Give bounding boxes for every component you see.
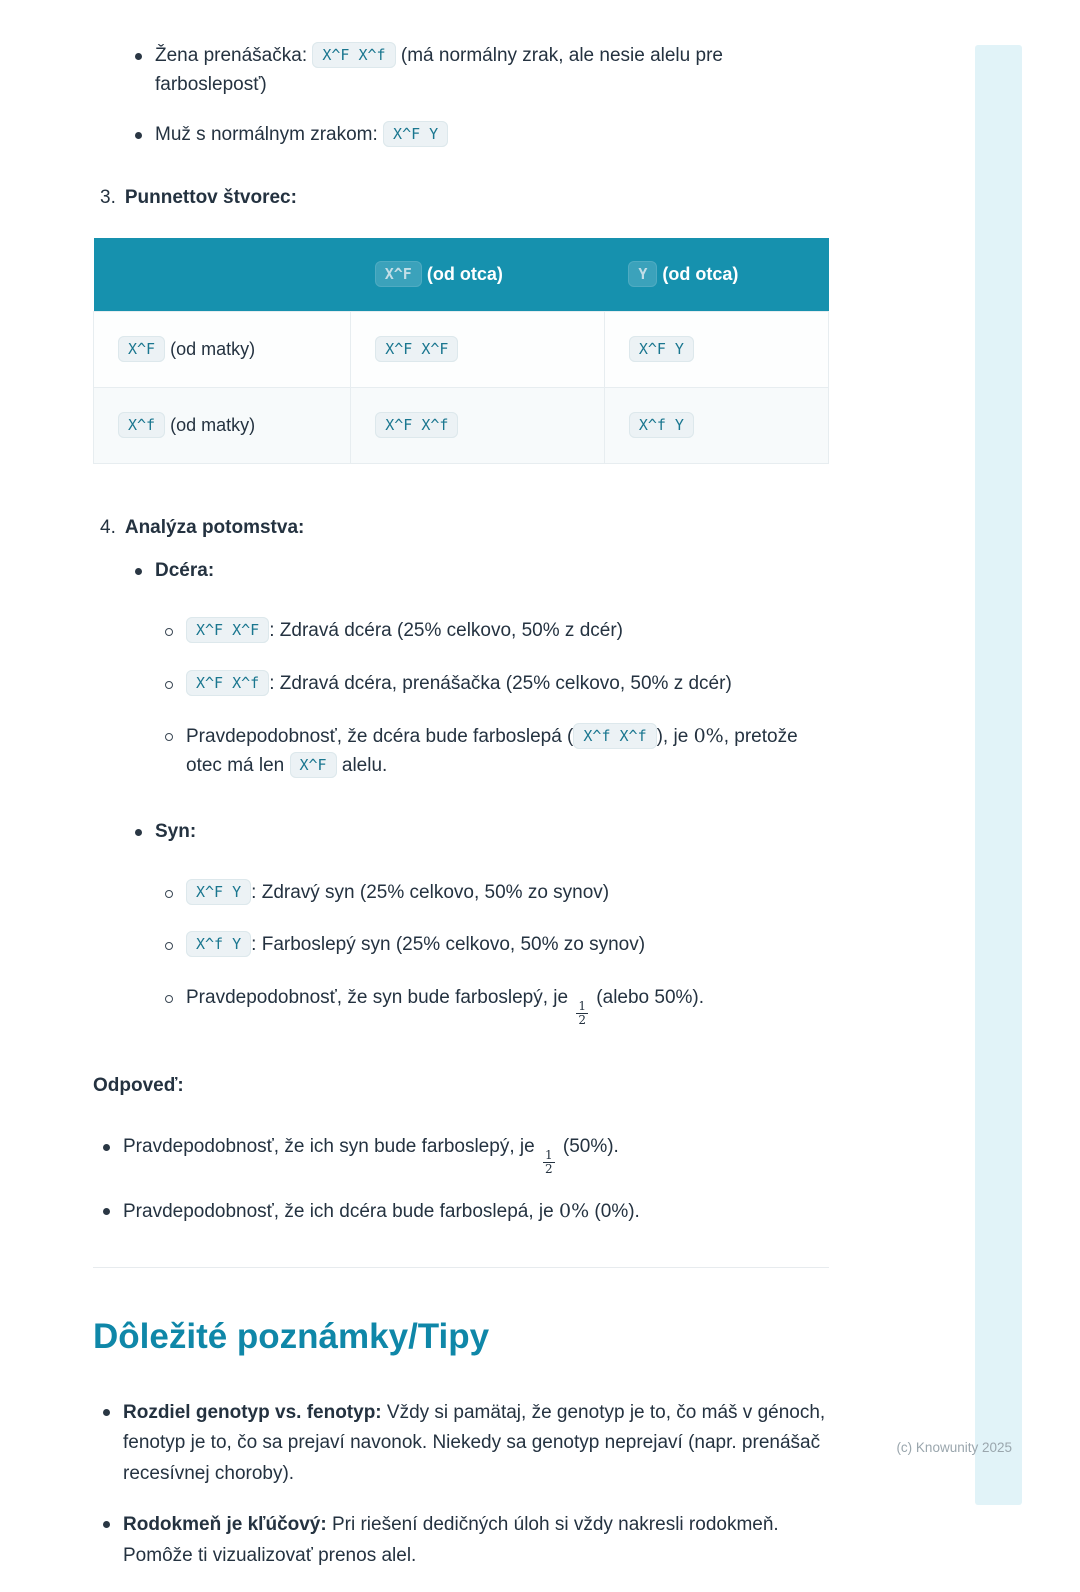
text-pre: Pravdepodobnosť, že ich dcéra bude farboslepá, je <box>123 1201 559 1223</box>
genotype-badge: X^f X^f <box>573 723 656 749</box>
math-zero-percent: 0% <box>693 725 724 747</box>
list-item-daughter <box>135 557 829 586</box>
list-item-text <box>186 984 829 1029</box>
list-item-son <box>135 818 829 847</box>
document-content <box>93 42 829 1592</box>
daughter-label: Dcéra: <box>155 559 215 581</box>
list-item <box>103 1197 829 1227</box>
table-cell <box>351 388 605 464</box>
list-item-text <box>123 1197 829 1227</box>
fraction-numerator: 1 <box>578 998 587 1013</box>
fraction-one-half <box>576 1000 588 1029</box>
text-post: (alebo 50%). <box>591 986 705 1008</box>
list-item-carrier-woman <box>135 42 829 99</box>
bullet-disc-icon <box>103 1144 110 1151</box>
row-header-mother-xf-lower <box>94 388 351 464</box>
genotype-badge: X^F X^f <box>312 42 395 68</box>
list-item <box>165 722 829 780</box>
list-item-pedigree-key <box>103 1510 829 1572</box>
step-number: 3. <box>100 186 116 208</box>
bullet-disc-icon <box>135 53 142 60</box>
offspring-list <box>135 557 829 586</box>
genotype-badge: Y <box>628 261 657 287</box>
row-header-mother-xf <box>94 312 351 388</box>
copyright-footer: (c) Knowunity 2025 <box>896 1440 1012 1455</box>
list-item-text <box>123 1398 829 1490</box>
bullet-disc-icon <box>103 1208 110 1215</box>
fraction-one-half <box>543 1149 555 1178</box>
text-pre: Pravdepodobnosť, že syn bude farboslepý, je <box>186 986 574 1008</box>
genotype-badge: X^F X^f <box>186 670 269 696</box>
list-item <box>165 670 829 699</box>
son-label: Syn: <box>155 821 197 842</box>
step-3-heading <box>93 184 829 213</box>
table-corner-cell <box>94 238 351 312</box>
text-pre: Muž s normálnym zrakom: <box>155 124 384 145</box>
section-divider <box>93 1267 829 1268</box>
header-text: (od otca) <box>421 264 503 284</box>
bullet-disc-icon <box>135 132 142 139</box>
note-bold-lead: Rodokmeň je kľúčový: <box>123 1513 327 1535</box>
genotype-badge: X^F X^f <box>375 412 458 438</box>
offspring-list <box>135 818 829 847</box>
row-header-text: (od matky) <box>165 339 256 359</box>
list-item-text <box>123 1510 829 1572</box>
bullet-circle-icon <box>165 628 173 636</box>
right-side-strip <box>975 45 1022 1505</box>
step-4-heading <box>93 514 829 543</box>
answer-list <box>103 1133 829 1227</box>
genotype-badge: X^F <box>375 261 422 287</box>
list-item-text <box>155 121 829 150</box>
son-sublist <box>165 879 829 1029</box>
genotype-badge: X^F <box>290 752 337 778</box>
bullet-circle-icon <box>165 681 173 689</box>
list-item-text <box>155 42 829 99</box>
list-item-text <box>186 617 829 646</box>
note-text: Vždy si pamätaj, že genotyp je to, čo máš v génoch, fenotyp je to, čo sa prejaví navonok. Niekedy sa genotyp neprejaví (napr. prenášač recesívnej choroby). <box>123 1401 826 1485</box>
table-header-row <box>94 238 829 312</box>
list-item-text <box>186 670 829 699</box>
punnett-table <box>93 238 829 464</box>
genotype-intro-list <box>135 42 829 150</box>
list-item <box>165 879 829 908</box>
text: : Farboslepý syn (25% celkovo, 50% zo synov) <box>251 934 646 955</box>
text-mid: ), je <box>656 726 694 747</box>
genotype-badge: X^F X^F <box>375 336 458 362</box>
step-number: 4. <box>100 517 116 538</box>
text-pre: Žena prenášačka: <box>155 45 313 66</box>
genotype-badge: X^f <box>118 412 165 438</box>
bullet-disc-icon <box>103 1521 110 1528</box>
text: : Zdravá dcéra, prenášačka (25% celkovo, 50% z dcér) <box>269 672 732 694</box>
text-post: (má normálny zrak, ale nesie alelu pre farbosleposť) <box>155 45 723 95</box>
answer-heading: Odpoveď: <box>93 1075 184 1097</box>
text-post: (50%). <box>557 1135 619 1157</box>
genotype-badge: X^f Y <box>629 412 694 438</box>
fraction-denominator: 2 <box>578 1013 587 1028</box>
genotype-badge: X^F Y <box>383 121 448 147</box>
genotype-badge: X^F Y <box>629 336 694 362</box>
genotype-badge: X^F X^F <box>186 617 269 643</box>
text: : Zdravá dcéra (25% celkovo, 50% z dcér) <box>269 620 623 641</box>
table-header-father-xf <box>351 238 605 312</box>
notes-section-title: Dôležité poznámky/Tipy <box>93 1316 490 1356</box>
note-bold-lead: Rozdiel genotyp vs. fenotyp: <box>123 1401 382 1423</box>
bullet-circle-icon <box>165 942 173 950</box>
table-cell <box>604 388 828 464</box>
step-label: Punnettov štvorec: <box>124 186 297 208</box>
bullet-disc-icon <box>135 829 142 836</box>
text: : Zdravý syn (25% celkovo, 50% zo synov) <box>251 881 610 903</box>
bullet-disc-icon <box>135 568 142 575</box>
list-item <box>165 984 829 1029</box>
list-item <box>103 1133 829 1178</box>
list-item-normal-man <box>135 121 829 150</box>
daughter-sublist <box>165 617 829 780</box>
header-text: (od otca) <box>657 264 739 284</box>
list-item <box>165 931 829 960</box>
text-mid2: , pretože otec má len <box>186 726 798 776</box>
genotype-badge: X^F Y <box>186 879 251 905</box>
table-row <box>94 388 829 464</box>
bullet-circle-icon <box>165 995 173 1003</box>
table-cell <box>604 312 828 388</box>
genotype-badge: X^f Y <box>186 931 251 957</box>
genotype-badge: X^F <box>118 336 165 362</box>
table-cell <box>351 312 605 388</box>
text-post: alelu. <box>336 754 388 776</box>
notes-list <box>103 1398 829 1572</box>
table-row <box>94 312 829 388</box>
row-header-text: (od matky) <box>165 415 256 435</box>
list-item-text <box>186 931 829 960</box>
fraction-numerator: 1 <box>544 1147 553 1162</box>
table-header-father-y <box>604 238 828 312</box>
bullet-circle-icon <box>165 733 173 741</box>
bullet-circle-icon <box>165 890 173 898</box>
list-item-text <box>123 1133 829 1178</box>
bullet-disc-icon <box>103 1409 110 1416</box>
fraction-denominator: 2 <box>544 1162 553 1177</box>
list-item <box>165 617 829 646</box>
list-item-text <box>186 879 829 908</box>
step-label: Analýza potomstva: <box>124 517 305 538</box>
list-item-genotype-vs-phenotype <box>103 1398 829 1490</box>
text-pre: Pravdepodobnosť, že dcéra bude farboslepá ( <box>186 726 574 747</box>
text-post: (0%). <box>589 1201 640 1223</box>
note-text: Pri riešení dedičných úloh si vždy nakresli rodokmeň. Pomôže ti vizualizovať prenos alel. <box>123 1513 779 1566</box>
math-zero-percent: 0% <box>558 1200 590 1223</box>
list-item-text <box>186 722 829 780</box>
text-pre: Pravdepodobnosť, že ich syn bude farboslepý, je <box>123 1135 540 1157</box>
